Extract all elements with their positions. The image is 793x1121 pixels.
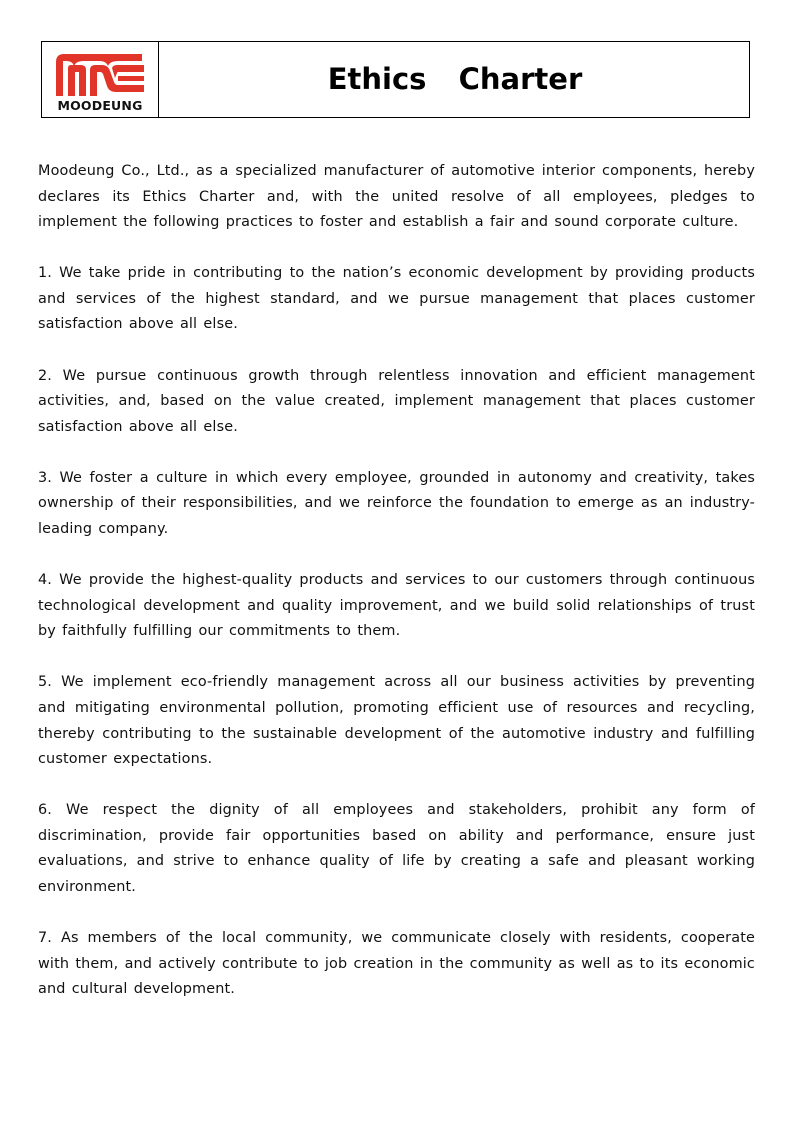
charter-item-6: 6. We respect the dignity of all employees and stakeholders, prohibit any form of discrimination, provide fair opportunities based on ability and performance, ensure just evaluations, and strive to enhance quality of life by creating a safe and pleasant working environment.	[38, 802, 755, 896]
moodeung-logo-icon	[54, 52, 146, 98]
intro-paragraph: Moodeung Co., Ltd., as a specialized manufacturer of automotive interior components, hereby declares its Ethics Charter and, with the united resolve of all employees, pledges to implement the following practices to foster and establish a fair and sound corporate culture.	[38, 163, 755, 231]
charter-item-1: 1. We take pride in contributing to the nation’s economic development by providing products and services of the highest standard, and we pursue management that places customer satisfaction above all else.	[38, 265, 755, 333]
charter-item-2: 2. We pursue continuous growth through relentless innovation and efficient management activities, and, based on the value created, implement management that places customer satisfaction above all else.	[38, 367, 755, 435]
charter-item-7: 7. As members of the local community, we communicate closely with residents, cooperate with them, and actively contribute to job creation in the community as well as to its economic and cultural development.	[38, 930, 755, 998]
charter-body	[38, 159, 755, 1028]
charter-item-4: 4. We provide the highest-quality products and services to our customers through continuous technological development and quality improvement, and we build solid relationships of trust by faithfully fulfilling our commitments to them.	[38, 572, 755, 640]
title-cell	[159, 42, 749, 117]
logo-wordmark: MOODEUNG	[57, 98, 143, 113]
page-title: Ethics Charter	[327, 61, 583, 96]
company-logo	[42, 42, 159, 117]
charter-header	[41, 41, 750, 118]
charter-item-3: 3. We foster a culture in which every employee, grounded in autonomy and creativity, takes ownership of their responsibilities, and we reinforce the foundation to emerge as an industry-leading company.	[38, 469, 755, 538]
charter-item-5: 5. We implement eco-friendly management across all our business activities by preventing and mitigating environmental pollution, promoting efficient use of resources and recycling, thereby contributing to the sustainable development of the automotive industry and fulfilling customer expectations.	[38, 674, 755, 768]
